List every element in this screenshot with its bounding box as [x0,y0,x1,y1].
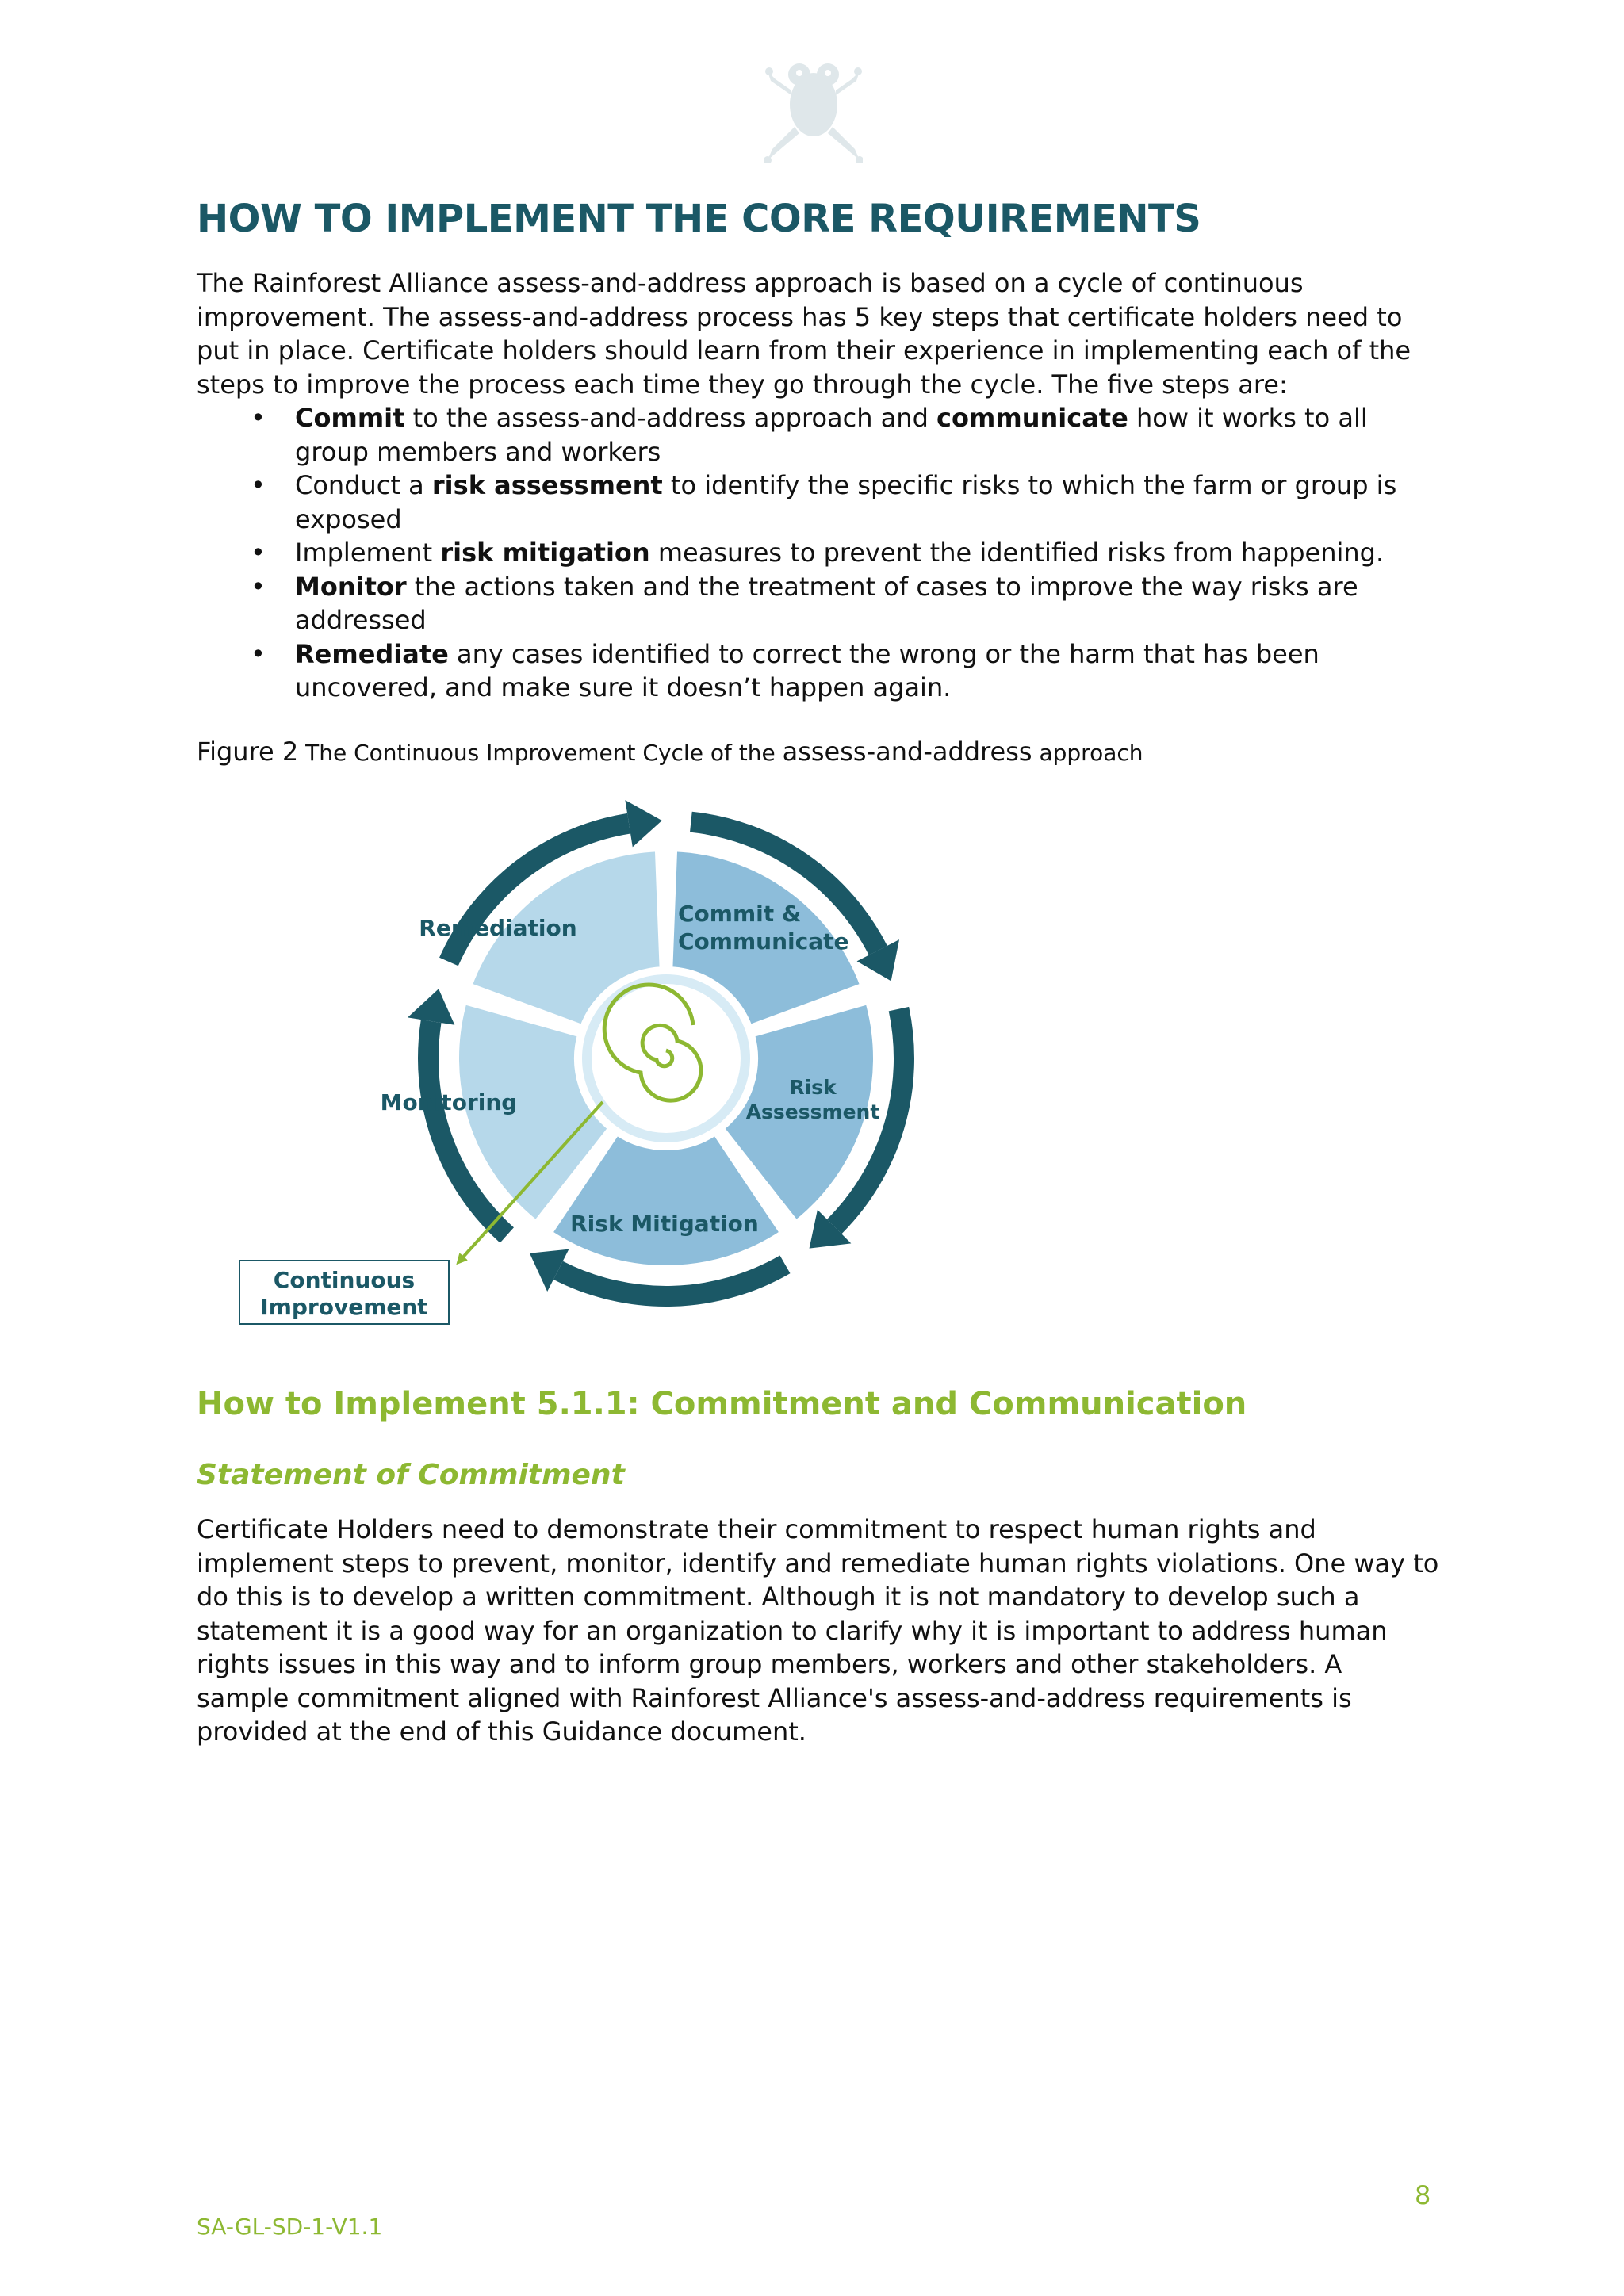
body-paragraph: Certificate Holders need to demonstrate their commitment to respect human rights and implement steps to prevent, monitor, identify and remediate human rights violations. One way to do this is to develop a written commitment. Although it is not mandatory to develop such a statement it is a good way for an organization to clarify why it is important to address human rights issues in this way and to inform group members, workers and other stakeholders. A sample commitment aligned with Rainforest Alliance's assess-and-address requirements is provided at the end of this Guidance document. [197,1514,1439,1747]
improvement-cycle-diagram [222,785,936,1340]
segment-label-monitoring: Monitoring [380,1089,518,1115]
callout-label-line1: Continuous [273,1267,416,1293]
list-item: • Implement risk mitigation measures to prevent the identified risks from happening. [197,536,1442,570]
bullet-icon: • [251,571,266,602]
intro-paragraph: The Rainforest Alliance assess-and-address approach is based on a cycle of continuous improvement. The assess-and-address process has 5 key steps that certificate holders need to put in place. Certificate holders should learn from their experience in implementing each of the steps to improve the process each time they go through the cycle. The five steps are: [197,268,1411,400]
page-title: HOW TO IMPLEMENT THE CORE REQUIREMENTS [197,197,1201,241]
list-item: • Remediate any cases identified to correct the wrong or the harm that has been uncovered, and make sure it doesn’t happen again. [251,638,1320,702]
figure-caption: Figure 2 The Continuous Improvement Cycle of the assess-and-address approach [197,737,1143,767]
callout-label-line2: Improvement [260,1294,428,1320]
segment-label-commit: Commit & [678,901,802,927]
page-number: 8 [1415,2180,1431,2210]
bullet-icon: • [251,538,266,568]
list-item: • Commit to the assess-and-address approach and communicate how it works to all group members and workers [251,403,1368,467]
segment-label-communicate: Communicate [678,928,849,955]
bullet-icon: • [251,638,266,669]
bullet-icon: • [251,470,266,500]
list-item: • Monitor the actions taken and the treatment of cases to improve the way risks are addressed [251,571,1358,635]
document-id: SA-GL-SD-1-V1.1 [197,2214,383,2240]
segment-label-risk: Risk [789,1076,837,1099]
section-heading: How to Implement 5.1.1: Commitment and Communication [197,1386,1247,1422]
segment-label-assessment: Assessment [745,1100,880,1123]
frog-logo-icon [764,48,863,163]
cycle-arrowhead-icon [408,989,454,1024]
segment-label-remediation: Remediation [419,915,577,941]
cycle-arrowhead-icon [625,800,661,847]
center-circle [577,970,755,1147]
segment-label-mitigation: Risk Mitigation [570,1211,759,1237]
steps-list [197,401,1442,705]
subheading: Statement of Commitment [197,1459,625,1491]
bullet-icon: • [251,403,266,433]
list-item: • Conduct a risk assessment to identify the specific risks to which the farm or group is exposed [251,470,1397,534]
